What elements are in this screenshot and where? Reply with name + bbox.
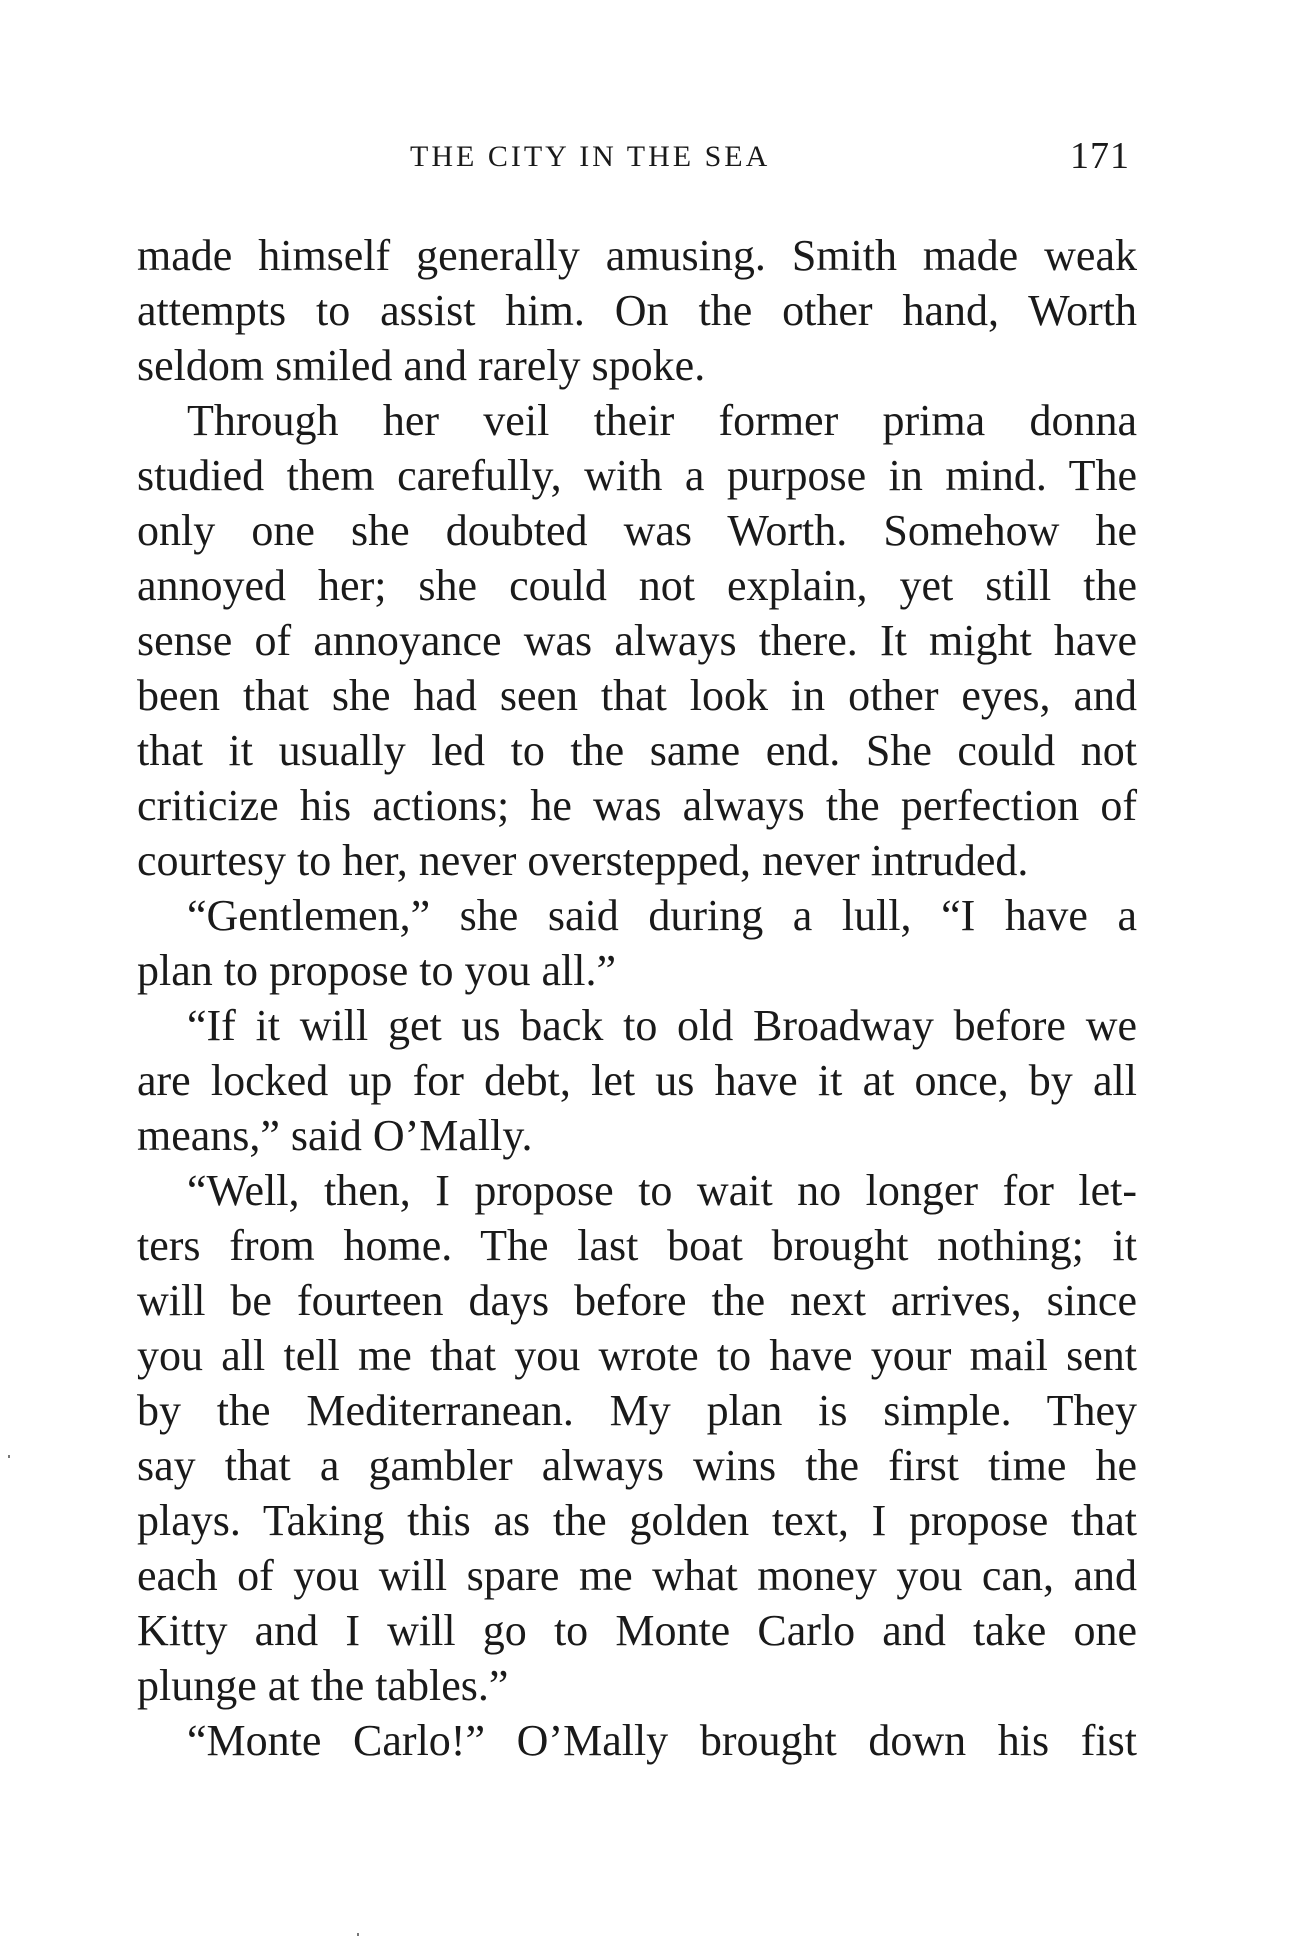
paragraph-start-line: “Gentlemen,” she said during a lull, “I have a — [187, 891, 1137, 940]
text-line: been that she had seen that look in other eyes, and — [137, 671, 1137, 720]
text-line: seldom smiled and rarely spoke. — [137, 341, 706, 390]
running-head-title: THE CITY IN THE SEA — [410, 140, 771, 173]
text-line: criticize his actions; he was always the perfection of — [137, 781, 1137, 830]
text-line: attempts to assist him. On the other hand, Worth — [137, 286, 1137, 335]
text-line: plays. Taking this as the golden text, I propose that — [137, 1496, 1137, 1545]
paragraph-start-line: “If it will get us back to old Broadway before we — [187, 1001, 1137, 1050]
text-line: will be fourteen days before the next arrives, since — [137, 1276, 1137, 1325]
text-line: annoyed her; she could not explain, yet still the — [137, 561, 1137, 610]
print-speck — [8, 1455, 10, 1458]
text-line: means,” said O’Mally. — [137, 1111, 533, 1160]
text-line: plunge at the tables.” — [137, 1661, 509, 1710]
print-speck — [357, 1933, 359, 1936]
text-line: Kitty and I will go to Monte Carlo and take one — [137, 1606, 1137, 1655]
paragraph-start-line: “Well, then, I propose to wait no longer for let- — [187, 1166, 1137, 1215]
text-line: courtesy to her, never overstepped, never intruded. — [137, 836, 1029, 885]
text-line: by the Mediterranean. My plan is simple. They — [137, 1386, 1137, 1435]
paragraph-start-line: “Monte Carlo!” O’Mally brought down his fist — [187, 1716, 1137, 1765]
text-line: are locked up for debt, let us have it at once, by all — [137, 1056, 1137, 1105]
text-line: only one she doubted was Worth. Somehow he — [137, 506, 1137, 555]
text-line: studied them carefully, with a purpose in mind. The — [137, 451, 1137, 500]
text-line: you all tell me that you wrote to have your mail sent — [137, 1331, 1137, 1380]
text-line: made himself generally amusing. Smith made weak — [137, 231, 1137, 280]
text-line: that it usually led to the same end. She could not — [137, 726, 1137, 775]
page-number: 171 — [1070, 135, 1130, 177]
paragraph-start-line: Through her veil their former prima donna — [187, 396, 1137, 445]
text-line: plan to propose to you all.” — [137, 946, 617, 995]
text-line: say that a gambler always wins the first time he — [137, 1441, 1137, 1490]
body-text — [137, 228, 1137, 1768]
text-line: ters from home. The last boat brought nothing; it — [137, 1221, 1137, 1270]
text-line: sense of annoyance was always there. It might have — [137, 616, 1137, 665]
text-line: each of you will spare me what money you can, and — [137, 1551, 1137, 1600]
